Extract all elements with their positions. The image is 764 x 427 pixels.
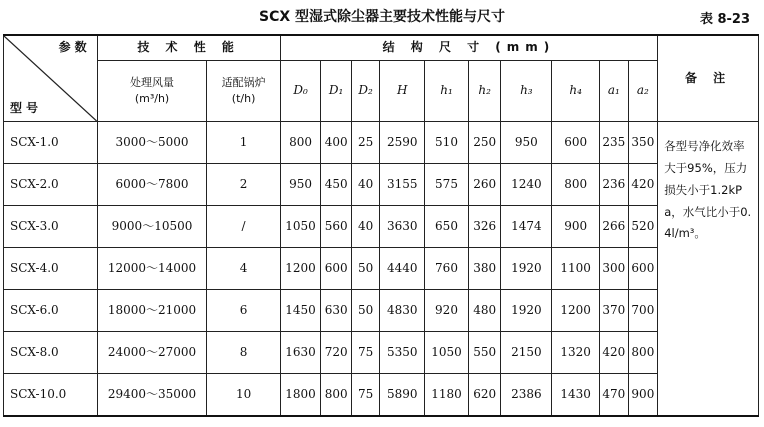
table-number: 表 8-23 (699, 12, 750, 27)
tech-perf-header: 技 术 性 能 (97, 35, 280, 61)
dim-cell: 50 (351, 248, 379, 290)
table-row (4, 248, 759, 290)
dim-cell: 420 (628, 164, 658, 206)
dim-cell: 3630 (380, 206, 425, 248)
dim-cell: 510 (425, 122, 469, 164)
struct-size-header: 结 构 尺 寸 (mm) (280, 35, 657, 61)
param-label: 参数 (58, 40, 91, 54)
dim-header-D0: D₀ (280, 61, 321, 122)
dim-cell: 5890 (380, 374, 425, 417)
airflow-header (97, 61, 207, 122)
airflow-cell: 29400～35000 (97, 374, 207, 417)
dim-cell: 380 (468, 248, 501, 290)
notes-cell: 各型号净化效率大于95%，压力损失小于1.2kPa，水气比小于0.4l/m³。 (658, 122, 759, 417)
dim-cell: 800 (280, 122, 321, 164)
spec-table (3, 34, 759, 417)
boiler-unit: (t/h) (231, 92, 256, 105)
dim-cell: 3155 (380, 164, 425, 206)
dim-cell: 1430 (552, 374, 600, 417)
dim-cell: 800 (552, 164, 600, 206)
model-label: 型号 (10, 100, 43, 115)
dim-cell: 450 (321, 164, 352, 206)
airflow-unit: (m³/h) (134, 92, 170, 105)
dim-cell: 420 (600, 332, 628, 374)
boiler-cell: 1 (207, 122, 280, 164)
dim-cell: 650 (425, 206, 469, 248)
table-row (4, 332, 759, 374)
boiler-cell: 8 (207, 332, 280, 374)
model-cell: SCX-10.0 (4, 374, 98, 417)
boiler-cell: 6 (207, 290, 280, 332)
dim-header-h2: h₂ (468, 61, 501, 122)
boiler-label: 适配锅炉 (221, 75, 266, 89)
dim-cell: 1240 (501, 164, 552, 206)
airflow-cell: 24000～27000 (97, 332, 207, 374)
dim-header-a1: a₁ (600, 61, 628, 122)
dim-cell: 560 (321, 206, 352, 248)
dim-cell: 1920 (501, 248, 552, 290)
dim-cell: 1920 (501, 290, 552, 332)
dim-cell: 760 (425, 248, 469, 290)
dim-cell: 950 (501, 122, 552, 164)
dim-cell: 1450 (280, 290, 321, 332)
dim-cell: 5350 (380, 332, 425, 374)
boiler-cell: / (207, 206, 280, 248)
airflow-cell: 6000～7800 (97, 164, 207, 206)
dim-cell: 236 (600, 164, 628, 206)
model-cell: SCX-6.0 (4, 290, 98, 332)
boiler-cell: 10 (207, 374, 280, 417)
dim-cell: 800 (321, 374, 352, 417)
table-row (4, 122, 759, 164)
dim-cell: 520 (628, 206, 658, 248)
model-cell: SCX-4.0 (4, 248, 98, 290)
model-cell: SCX-1.0 (4, 122, 98, 164)
dim-cell: 1200 (552, 290, 600, 332)
table-row (4, 206, 759, 248)
dim-cell: 1474 (501, 206, 552, 248)
dim-cell: 600 (628, 248, 658, 290)
dim-header-H: H (380, 61, 425, 122)
dim-cell: 900 (628, 374, 658, 417)
boiler-cell: 2 (207, 164, 280, 206)
dim-cell: 250 (468, 122, 501, 164)
dim-cell: 1050 (425, 332, 469, 374)
model-cell: SCX-8.0 (4, 332, 98, 374)
dim-header-h1: h₁ (425, 61, 469, 122)
dim-cell: 2386 (501, 374, 552, 417)
dim-cell: 266 (600, 206, 628, 248)
header-row-1 (4, 35, 759, 61)
dim-cell: 235 (600, 122, 628, 164)
airflow-cell: 3000～5000 (97, 122, 207, 164)
dim-cell: 4440 (380, 248, 425, 290)
dim-cell: 920 (425, 290, 469, 332)
dim-cell: 25 (351, 122, 379, 164)
dim-cell: 600 (321, 248, 352, 290)
dim-cell: 75 (351, 332, 379, 374)
dim-cell: 40 (351, 164, 379, 206)
dim-cell: 470 (600, 374, 628, 417)
dim-header-D1: D₁ (321, 61, 352, 122)
model-cell: SCX-2.0 (4, 164, 98, 206)
dim-cell: 1800 (280, 374, 321, 417)
dim-cell: 2150 (501, 332, 552, 374)
table-row (4, 374, 759, 417)
airflow-cell: 12000～14000 (97, 248, 207, 290)
dim-cell: 2590 (380, 122, 425, 164)
dim-cell: 326 (468, 206, 501, 248)
dim-cell: 620 (468, 374, 501, 417)
boiler-cell: 4 (207, 248, 280, 290)
airflow-label: 处理风量 (130, 75, 175, 89)
dim-cell: 1050 (280, 206, 321, 248)
dim-cell: 600 (552, 122, 600, 164)
dim-cell: 4830 (380, 290, 425, 332)
dim-cell: 900 (552, 206, 600, 248)
dim-cell: 1100 (552, 248, 600, 290)
header-row-2 (4, 61, 759, 122)
dim-cell: 260 (468, 164, 501, 206)
dim-header-h3: h₃ (501, 61, 552, 122)
dim-header-h4: h₄ (552, 61, 600, 122)
dim-cell: 40 (351, 206, 379, 248)
dim-cell: 700 (628, 290, 658, 332)
dim-cell: 1630 (280, 332, 321, 374)
corner-header-cell (4, 35, 98, 122)
notes-header: 备 注 (658, 35, 759, 122)
dim-cell: 1320 (552, 332, 600, 374)
dim-cell: 75 (351, 374, 379, 417)
table-row (4, 290, 759, 332)
table-row (4, 164, 759, 206)
boiler-header (207, 61, 280, 122)
dim-cell: 1180 (425, 374, 469, 417)
airflow-cell: 9000～10500 (97, 206, 207, 248)
dim-cell: 630 (321, 290, 352, 332)
dim-cell: 1200 (280, 248, 321, 290)
dim-cell: 350 (628, 122, 658, 164)
dim-cell: 400 (321, 122, 352, 164)
dim-cell: 550 (468, 332, 501, 374)
dim-cell: 370 (600, 290, 628, 332)
model-cell: SCX-3.0 (4, 206, 98, 248)
airflow-cell: 18000～21000 (97, 290, 207, 332)
dim-cell: 720 (321, 332, 352, 374)
table-title: SCX 型湿式除尘器主要技术性能与尺寸 (258, 9, 506, 25)
dim-cell: 480 (468, 290, 501, 332)
dim-cell: 300 (600, 248, 628, 290)
dim-cell: 50 (351, 290, 379, 332)
dim-header-D2: D₂ (351, 61, 379, 122)
dim-header-a2: a₂ (628, 61, 658, 122)
dim-cell: 575 (425, 164, 469, 206)
dim-cell: 950 (280, 164, 321, 206)
dim-cell: 800 (628, 332, 658, 374)
